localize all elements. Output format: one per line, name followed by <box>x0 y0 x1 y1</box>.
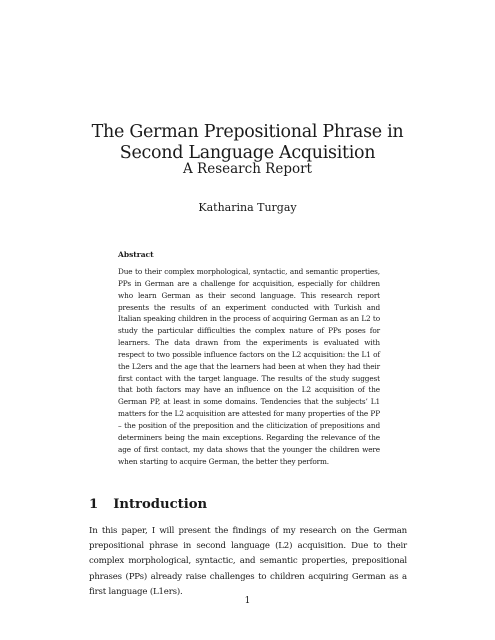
abstract-body: Due to their complex morphological, syntactic, and semantic properties, PPs in German are a challenge for acquisition, especially for children who learn German as their second language. This research report presents the results of an experiment conducted with Turkish and Italian speaking children in the process of acquiring German as an L2 to study the particular difficulties the complex nature of PPs poses for learners. The data drawn from the experiments is evaluated with respect to two possible influence factors on the L2 acquisition: the L1 of the L2ers and the age that the learners had been at when they had their first contact with the target language. The results of the study suggest that both factors may have an influence on the L2 acquisition of the German PP, at least in some domains. Tendencies that the subjects’ L1 matters for the L2 acquisition are attested for many properties of the PP – the position of the preposition and the cliticization of prepositions and determiners being the main exceptions. Regarding the relevance of the age of first contact, my data shows that the younger the children were when starting to acquire German, the better they perform. <box>118 267 380 466</box>
abstract-heading: Abstract <box>118 250 154 259</box>
page-number: 1 <box>244 596 251 606</box>
paper-author: Katharina Turgay <box>198 201 297 214</box>
section-heading <box>89 497 207 512</box>
introduction-body: In this paper, I will present the findings of my research on the German prepositional phrase in second language (L2) acquisition. Due to their complex morphological, syntactic, and semantic properties, prepositional phrases (PPs) already raise challenges to children acquiring German as a first language (L1ers). <box>89 526 407 597</box>
paper-title: The German Prepositional Phrase in Second Language Acquisition <box>91 122 404 163</box>
paper-subtitle: A Research Report <box>183 161 312 177</box>
section-number: 1 <box>89 497 99 512</box>
section-title: Introduction <box>113 497 208 512</box>
